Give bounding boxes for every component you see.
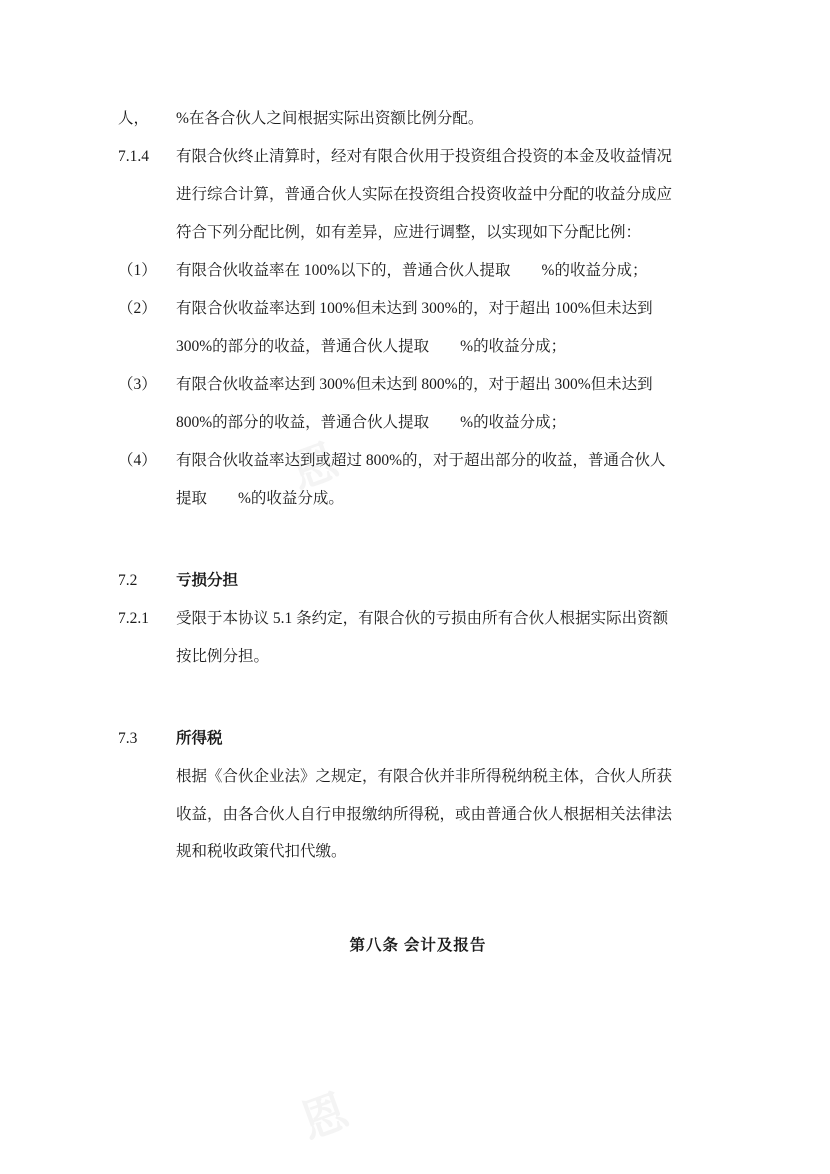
clause-number: 7.2.1 bbox=[118, 609, 149, 627]
section-title: 亏损分担 bbox=[176, 571, 239, 589]
chapter-title: 第八条 会计及报告 bbox=[349, 937, 487, 955]
list-item-number: （4） bbox=[118, 451, 157, 469]
list-item-line: 300%的部分的收益，普通合伙人提取 %的收益分成； bbox=[176, 337, 567, 355]
list-item-line: 800%的部分的收益，普通合伙人提取 %的收益分成； bbox=[176, 413, 567, 431]
clause-number: 7.1.4 bbox=[118, 147, 149, 165]
list-item-line: 提取 %的收益分成。 bbox=[176, 489, 344, 507]
clause-line: 进行综合计算，普通合伙人实际在投资组合投资收益中分配的收益分成应 bbox=[176, 185, 673, 203]
list-item-line: 有限合伙收益率达到或超过 800%的，对于超出部分的收益，普通合伙人 bbox=[176, 451, 666, 469]
list-item bbox=[118, 252, 718, 290]
clause-line: 按比例分担。 bbox=[176, 647, 270, 665]
section-spacer bbox=[118, 676, 718, 720]
list-item bbox=[118, 290, 718, 328]
section-number: 7.3 bbox=[118, 729, 138, 747]
list-item-line: 有限合伙收益率达到 300%但未达到 800%的，对于超出 300%但未达到 bbox=[176, 375, 653, 393]
clause-line: 受限于本协议 5.1 条约定，有限合伙的亏损由所有合伙人根据实际出资额 bbox=[176, 609, 669, 627]
list-item-line: 有限合伙收益率在 100%以下的，普通合伙人提取 %的收益分成； bbox=[176, 261, 648, 279]
section-7-3-heading bbox=[118, 720, 718, 758]
section-paragraph-line: 收益，由各合伙人自行申报缴纳所得税，或由普通合伙人根据相关法律法 bbox=[176, 805, 673, 823]
list-item-number: （3） bbox=[118, 375, 157, 393]
list-item bbox=[118, 366, 718, 404]
paragraph-continued bbox=[118, 100, 718, 138]
section-number: 7.2 bbox=[118, 571, 138, 589]
section-spacer bbox=[118, 518, 718, 562]
list-item-number: （2） bbox=[118, 299, 157, 317]
clause-7-1-4 bbox=[118, 138, 718, 176]
section-7-2-heading bbox=[118, 562, 718, 600]
document-content bbox=[118, 100, 718, 955]
clause-line: 符合下列分配比例，如有差异，应进行调整，以实现如下分配比例： bbox=[176, 223, 642, 241]
paragraph-continued-prefix: 人， bbox=[118, 110, 150, 127]
paragraph-continued-text: %在各合伙人之间根据实际出资额比例分配。 bbox=[176, 110, 484, 127]
section-paragraph-line: 规和税收政策代扣代缴。 bbox=[176, 843, 347, 861]
section-title: 所得税 bbox=[176, 729, 223, 747]
watermark-text bbox=[290, 1073, 360, 1152]
list-item bbox=[118, 442, 718, 480]
list-item-number: （1） bbox=[118, 261, 157, 279]
list-item-line: 有限合伙收益率达到 100%但未达到 300%的，对于超出 100%但未达到 bbox=[176, 299, 653, 317]
clause-7-2-1 bbox=[118, 600, 718, 638]
clause-line: 有限合伙终止清算时，经对有限合伙用于投资组合投资的本金及收益情况 bbox=[176, 147, 673, 165]
section-paragraph-line: 根据《合伙企业法》之规定，有限合伙并非所得税纳税主体，合伙人所获 bbox=[176, 767, 673, 785]
